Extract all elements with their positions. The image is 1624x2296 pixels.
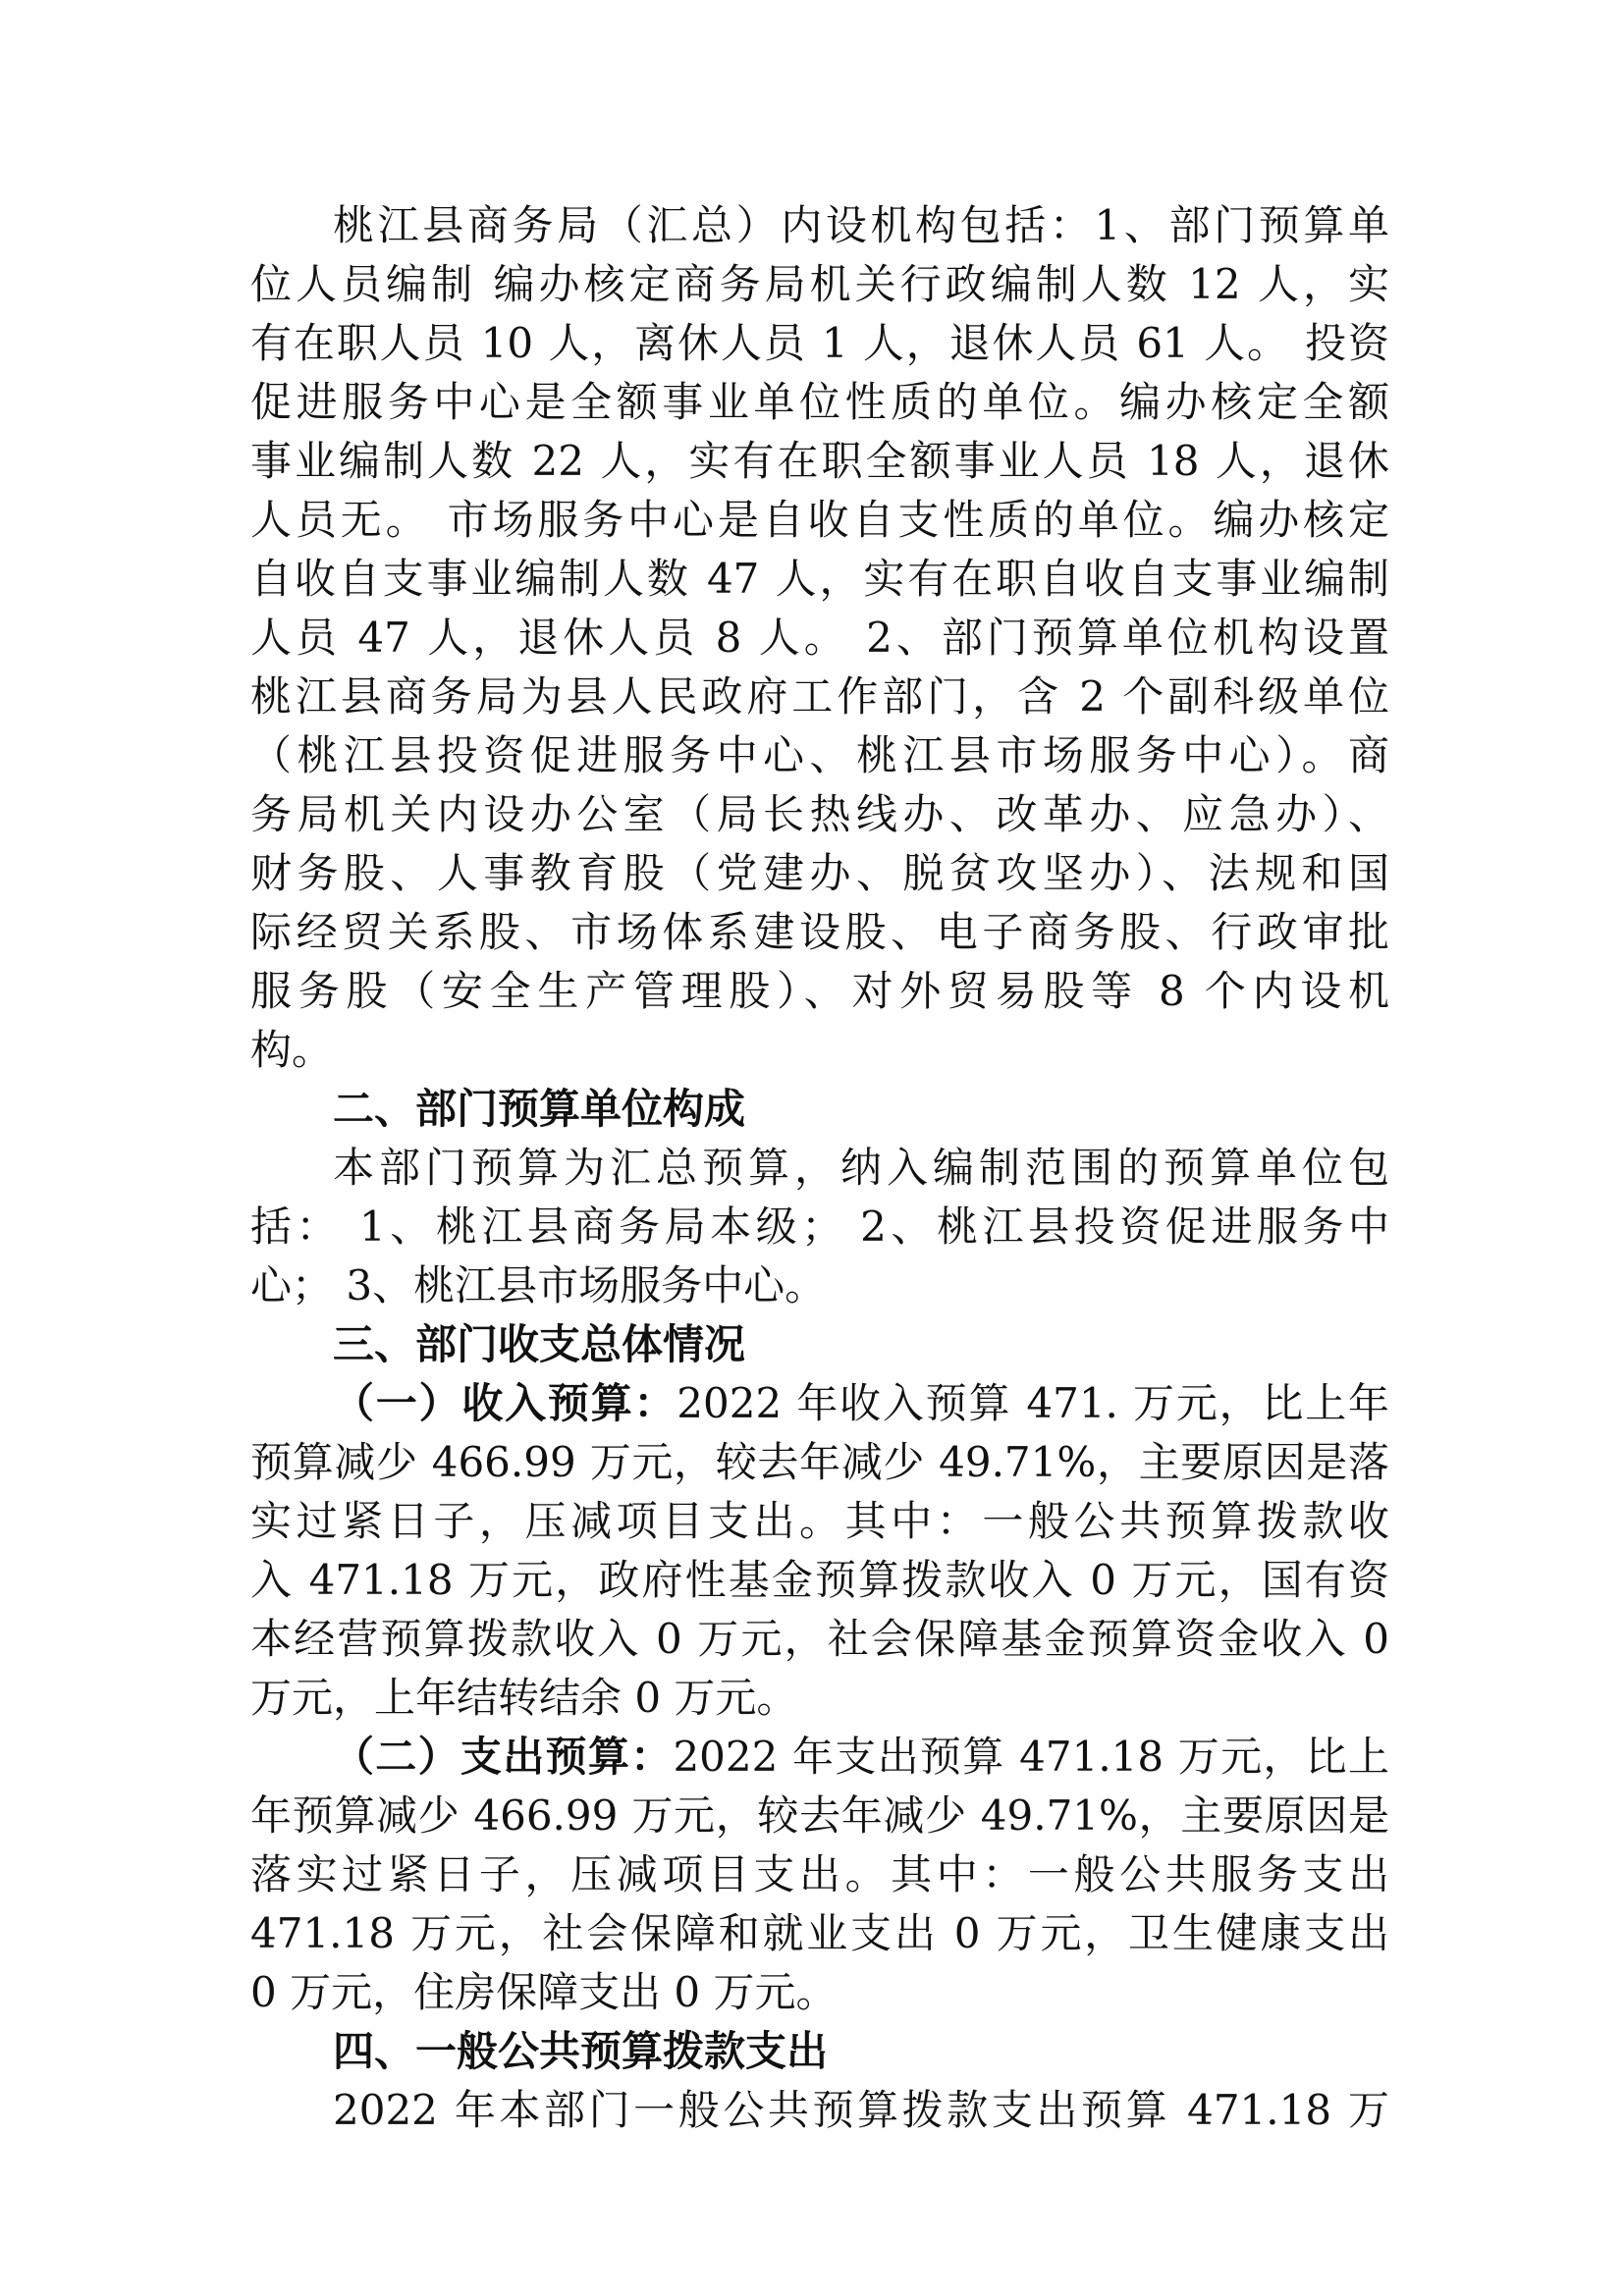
text-line: 自收自支事业编制人数 47 人，实有在职自收自支事业编制 (250, 555, 1389, 603)
text-line: 万元，上年结转结余 0 万元。 (250, 1674, 798, 1722)
text-line: 构。 (250, 1026, 334, 1074)
text-line: 人员 47 人，退休人员 8 人。 2、部门预算单位机构设置 (250, 614, 1389, 662)
expense-first-text: 2022 年支出预算 471.18 万元，比上 (673, 1733, 1389, 1781)
income-first-text: 2022 年收入预算 471. 万元，比上年 (677, 1379, 1389, 1427)
text-line: 本部门预算为汇总预算，纳入编制范围的预算单位包 (333, 1144, 1389, 1192)
text-line: 务局机关内设办公室（局长热线办、改革办、应急办）、 (250, 790, 1389, 838)
paragraph-income-budget (250, 1374, 1389, 1728)
text-line: 促进服务中心是全额事业单位性质的单位。编办核定全额 (250, 378, 1389, 426)
text-line: 心； 3、桃江县市场服务中心。 (250, 1261, 827, 1309)
text-line: 人员无。 市场服务中心是自收自支性质的单位。编办核定 (250, 496, 1389, 544)
text-line: 0 万元，住房保障支出 0 万元。 (250, 1968, 838, 2016)
text-line: 本经营预算拨款收入 0 万元，社会保障基金预算资金收入 0 (250, 1615, 1389, 1663)
section-heading-overall: 三、部门收支总体情况 (333, 1320, 746, 1368)
text-line: 实过紧日子，压减项目支出。其中：一般公共预算拨款收 (250, 1497, 1389, 1545)
paragraph-internal-structure (250, 196, 1389, 1080)
section-heading-general-public: 四、一般公共预算拨款支出 (333, 2027, 829, 2075)
text-line (250, 1728, 1389, 1787)
text-line: 471.18 万元，社会保障和就业支出 0 万元，卫生健康支出 (250, 1909, 1389, 1957)
text-line (250, 1374, 1389, 1433)
text-line: （桃江县投资促进服务中心、桃江县市场服务中心）。商 (250, 731, 1389, 779)
text-line: 财务股、人事教育股（党建办、脱贫攻坚办）、法规和国 (250, 849, 1389, 897)
text-line: 有在职人员 10 人，离休人员 1 人，退休人员 61 人。 投资 (250, 319, 1389, 367)
text-line: 事业编制人数 22 人，实有在职全额事业人员 18 人，退休 (250, 437, 1389, 485)
text-line: 入 471.18 万元，政府性基金预算拨款收入 0 万元，国有资 (250, 1556, 1389, 1604)
text-line: 2022 年本部门一般公共预算拨款支出预算 471.18 万 (333, 2086, 1389, 2134)
text-line: 际经贸关系股、市场体系建设股、电子商务股、行政审批 (250, 908, 1389, 956)
income-label: （一）收入预算： (333, 1379, 677, 1427)
paragraph-general-public (250, 2081, 1389, 2140)
section-heading-budget-units: 二、部门预算单位构成 (333, 1085, 746, 1133)
text-line: 桃江县商务局（汇总）内设机构包括：1、部门预算单 (333, 201, 1389, 249)
text-line: 落实过紧日子，压减项目支出。其中：一般公共服务支出 (250, 1850, 1389, 1898)
paragraph-expense-budget (250, 1728, 1389, 2022)
paragraph-budget-units (250, 1139, 1389, 1315)
document-body (250, 196, 1389, 2140)
text-line: 括： 1、桃江县商务局本级； 2、桃江县投资促进服务中 (250, 1202, 1389, 1251)
text-line: 桃江县商务局为县人民政府工作部门，含 2 个副科级单位 (250, 672, 1389, 721)
text-line: 年预算减少 466.99 万元，较去年减少 49.71%，主要原因是 (250, 1791, 1389, 1840)
text-line: 位人员编制 编办核定商务局机关行政编制人数 12 人，实 (250, 260, 1389, 308)
expense-label: （二）支出预算： (333, 1733, 674, 1781)
text-line: 服务股（安全生产管理股）、对外贸易股等 8 个内设机 (250, 967, 1389, 1015)
text-line: 预算减少 466.99 万元，较去年减少 49.71%，主要原因是落 (250, 1438, 1389, 1486)
